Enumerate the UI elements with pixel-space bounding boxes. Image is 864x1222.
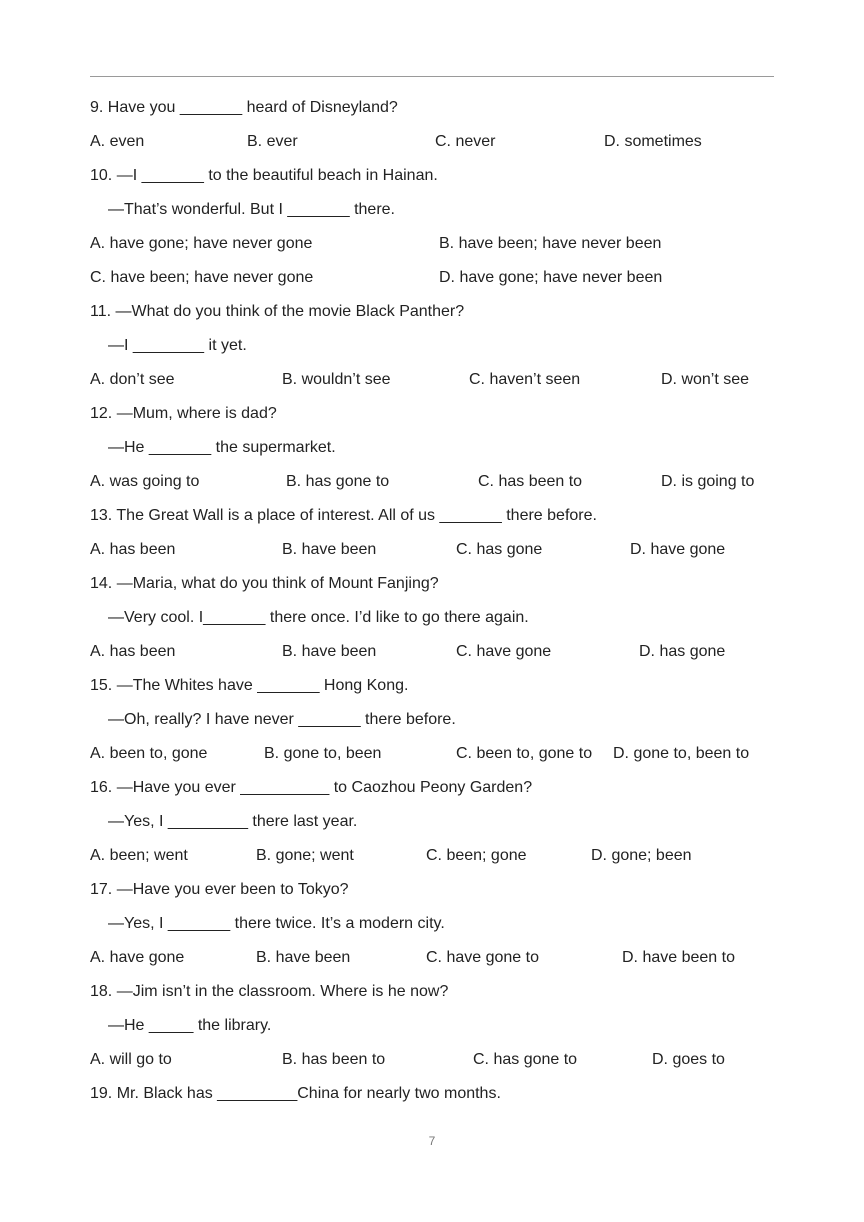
option-c: C. been to, gone to — [456, 745, 593, 762]
option-d: D. sometimes — [604, 133, 702, 150]
option-c: C. haven’t seen — [469, 371, 581, 388]
option-b: B. have been; have never been — [439, 235, 662, 252]
option-d: D. have gone — [630, 541, 726, 558]
question-reply: —Very cool. I_______ there once. I’d like to go there again. — [108, 609, 529, 626]
question-stem: 16. —Have you ever __________ to Caozhou Peony Garden? — [90, 779, 533, 796]
option-row — [90, 941, 790, 975]
option-d: D. gone; been — [591, 847, 692, 864]
option-b: B. gone to, been — [264, 745, 382, 762]
option-d: D. won’t see — [661, 371, 750, 388]
question-stem: 19. Mr. Black has _________China for nearly two months. — [90, 1085, 501, 1102]
question-stem: 15. —The Whites have _______ Hong Kong. — [90, 677, 409, 694]
option-c: C. have been; have never gone — [90, 269, 314, 286]
question-reply: —That’s wonderful. But I _______ there. — [108, 201, 395, 218]
option-row — [90, 635, 790, 669]
option-row — [90, 737, 790, 771]
option-a: A. will go to — [90, 1051, 172, 1068]
question-list — [90, 91, 790, 1111]
option-row — [90, 1043, 790, 1077]
question-reply: —Yes, I _________ there last year. — [108, 813, 358, 830]
option-row — [90, 125, 790, 159]
option-a: A. has been — [90, 643, 176, 660]
question-reply: —I ________ it yet. — [108, 337, 247, 354]
option-b: B. wouldn’t see — [282, 371, 391, 388]
header-rule — [90, 76, 774, 77]
option-row — [90, 839, 790, 873]
question-stem: 14. —Maria, what do you think of Mount Fanjing? — [90, 575, 439, 592]
option-d: D. has gone — [639, 643, 726, 660]
option-b: B. ever — [247, 133, 298, 150]
option-row — [90, 465, 790, 499]
option-c: C. have gone — [456, 643, 552, 660]
question-stem: 18. —Jim isn’t in the classroom. Where is he now? — [90, 983, 449, 1000]
option-a: A. even — [90, 133, 145, 150]
option-b: B. has been to — [282, 1051, 386, 1068]
option-a: A. was going to — [90, 473, 200, 490]
option-c: C. been; gone — [426, 847, 527, 864]
option-b: B. have been — [256, 949, 351, 966]
option-a: A. have gone; have never gone — [90, 235, 313, 252]
question-reply: —Yes, I _______ there twice. It’s a modern city. — [108, 915, 445, 932]
option-c: C. never — [435, 133, 496, 150]
option-c: C. has been to — [478, 473, 583, 490]
option-row — [90, 533, 790, 567]
option-row — [90, 261, 790, 295]
option-c: C. has gone — [456, 541, 543, 558]
option-d: D. goes to — [652, 1051, 725, 1068]
option-row — [90, 227, 790, 261]
page-number: 7 — [428, 1134, 436, 1148]
option-a: A. has been — [90, 541, 176, 558]
option-row — [90, 363, 790, 397]
option-b: B. gone; went — [256, 847, 354, 864]
option-a: A. been; went — [90, 847, 188, 864]
question-reply: —He _______ the supermarket. — [108, 439, 336, 456]
option-a: A. have gone — [90, 949, 185, 966]
option-c: C. has gone to — [473, 1051, 578, 1068]
question-stem: 17. —Have you ever been to Tokyo? — [90, 881, 349, 898]
question-stem: 13. The Great Wall is a place of interest. All of us _______ there before. — [90, 507, 597, 524]
question-stem: 9. Have you _______ heard of Disneyland? — [90, 99, 398, 116]
option-b: B. has gone to — [286, 473, 390, 490]
option-d: D. gone to, been to — [613, 745, 750, 762]
question-stem: 11. —What do you think of the movie Black Panther? — [90, 303, 465, 320]
option-c: C. have gone to — [426, 949, 539, 966]
option-b: B. have been — [282, 541, 377, 558]
option-a: A. been to, gone — [90, 745, 208, 762]
question-reply: —He _____ the library. — [108, 1017, 272, 1034]
option-d: D. have been to — [622, 949, 735, 966]
question-stem: 10. —I _______ to the beautiful beach in Hainan. — [90, 167, 438, 184]
question-reply: —Oh, really? I have never _______ there before. — [108, 711, 456, 728]
option-d: D. have gone; have never been — [439, 269, 663, 286]
option-a: A. don’t see — [90, 371, 175, 388]
option-d: D. is going to — [661, 473, 755, 490]
question-stem: 12. —Mum, where is dad? — [90, 405, 277, 422]
option-b: B. have been — [282, 643, 377, 660]
